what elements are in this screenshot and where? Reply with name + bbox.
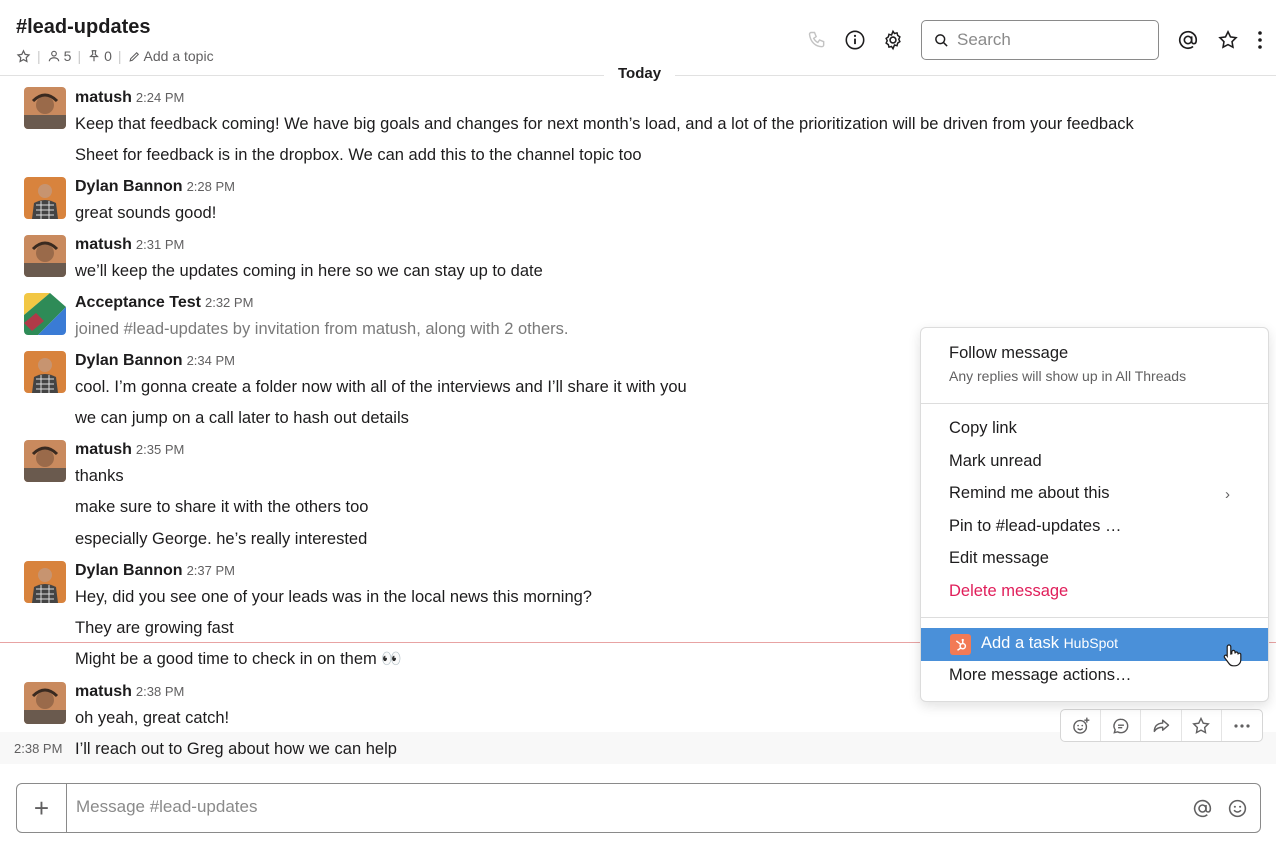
message-sender[interactable]: Acceptance Test 2:32 PM (75, 294, 254, 311)
message-actions-toolbar (1060, 709, 1263, 742)
pinned-count[interactable]: 0 (87, 48, 112, 64)
avatar-matush[interactable] (24, 440, 66, 482)
menu-item-mark-unread[interactable]: Mark unread (949, 452, 1042, 470)
menu-item-follow-message[interactable]: Follow message (949, 344, 1069, 362)
system-message-text: joined #lead-updates by invitation from matush, along with 2 others. (75, 320, 569, 338)
more-vertical-icon[interactable] (1250, 28, 1270, 52)
message-text: we’ll keep the updates coming in here so we can stay up to date (75, 262, 543, 280)
avatar-dylan[interactable] (24, 561, 66, 603)
phone-icon[interactable] (805, 28, 829, 52)
info-icon[interactable] (843, 28, 867, 52)
message-text: make sure to share it with the others too (75, 498, 369, 516)
avatar-matush[interactable] (24, 235, 66, 277)
menu-item-copy-link[interactable]: Copy link (949, 419, 1017, 437)
pencil-icon (128, 50, 141, 63)
starred-icon[interactable] (1216, 28, 1240, 52)
message-sender[interactable]: matush 2:31 PM (75, 236, 185, 253)
message-context-menu (920, 327, 1269, 702)
avatar-dylan[interactable] (24, 177, 66, 219)
message-text: oh yeah, great catch! (75, 709, 230, 727)
star-channel-icon[interactable] (16, 49, 31, 64)
new-messages-line (0, 642, 920, 643)
message-sender[interactable]: Dylan Bannon 2:34 PM (75, 352, 235, 369)
share-message-icon[interactable] (1141, 710, 1181, 741)
avatar-matush[interactable] (24, 682, 66, 724)
add-topic-link[interactable]: Add a topic (128, 48, 214, 64)
hubspot-icon (950, 634, 971, 655)
message-text: Hey, did you see one of your leads was in the local news this morning? (75, 588, 592, 606)
message-text: Might be a good time to check in on them 👀 (75, 650, 402, 668)
menu-item-pin-to-channel[interactable]: Pin to #lead-updates … (949, 517, 1122, 535)
menu-divider (921, 617, 1268, 618)
menu-item-more-message-actions[interactable]: More message actions… (949, 666, 1132, 684)
channel-meta: | 5 | 0 | Add a topic (16, 48, 214, 64)
members-count[interactable]: 5 (47, 48, 72, 64)
search-box[interactable] (921, 20, 1159, 60)
message-timestamp[interactable]: 2:38 PM (14, 741, 63, 756)
add-task-label: Add a task HubSpot (981, 634, 1119, 652)
message-composer (16, 783, 1261, 833)
more-actions-icon[interactable] (1222, 710, 1262, 741)
message-text: They are growing fast (75, 619, 234, 637)
gear-icon[interactable] (881, 28, 905, 52)
emoji-icon[interactable] (1225, 796, 1249, 820)
hand-cursor-icon (1223, 643, 1243, 672)
avatar-dylan[interactable] (24, 351, 66, 393)
message-text: Keep that feedback coming! We have big goals and changes for next month’s load, and a lot of the prioritization will be driven from your feedback (75, 115, 1134, 133)
menu-item-follow-description: Any replies will show up in All Threads (949, 368, 1187, 384)
message-sender[interactable]: matush 2:38 PM (75, 683, 185, 700)
menu-item-remind-me[interactable]: Remind me about this (949, 484, 1110, 502)
avatar-acceptance-test[interactable] (24, 293, 66, 335)
menu-divider (921, 403, 1268, 404)
message-text: Sheet for feedback is in the dropbox. We can add this to the channel topic too (75, 146, 642, 164)
message-text: great sounds good! (75, 204, 217, 222)
day-divider: Today (604, 65, 675, 82)
avatar-matush[interactable] (24, 87, 66, 129)
message-sender[interactable]: Dylan Bannon 2:28 PM (75, 178, 235, 195)
menu-item-delete-message[interactable]: Delete message (949, 582, 1069, 600)
search-icon (934, 33, 949, 48)
menu-item-edit-message[interactable]: Edit message (949, 549, 1049, 567)
add-reaction-icon[interactable] (1061, 710, 1101, 741)
channel-title[interactable]: #lead-updates (16, 16, 151, 38)
new-messages-line (1268, 642, 1276, 643)
star-message-icon[interactable] (1182, 710, 1222, 741)
message-sender[interactable]: Dylan Bannon 2:37 PM (75, 562, 235, 579)
message-text: especially George. he’s really interested (75, 530, 368, 548)
search-input[interactable] (957, 30, 1147, 50)
member-icon (47, 49, 61, 63)
message-input[interactable] (76, 797, 1176, 817)
message-sender[interactable]: matush 2:35 PM (75, 441, 185, 458)
message-text: cool. I’m gonna create a folder now with all of the interviews and I’ll share it with you (75, 378, 687, 396)
pin-icon (87, 49, 101, 63)
message-text: I’ll reach out to Greg about how we can help (75, 740, 397, 758)
mentions-icon[interactable] (1176, 28, 1200, 52)
mention-icon[interactable] (1190, 796, 1214, 820)
chevron-right-icon: › (1225, 486, 1230, 503)
message-sender[interactable]: matush 2:24 PM (75, 89, 185, 106)
attach-button[interactable]: + (17, 784, 67, 832)
message-text: thanks (75, 467, 124, 485)
message-text: we can jump on a call later to hash out details (75, 409, 409, 427)
reply-thread-icon[interactable] (1101, 710, 1141, 741)
